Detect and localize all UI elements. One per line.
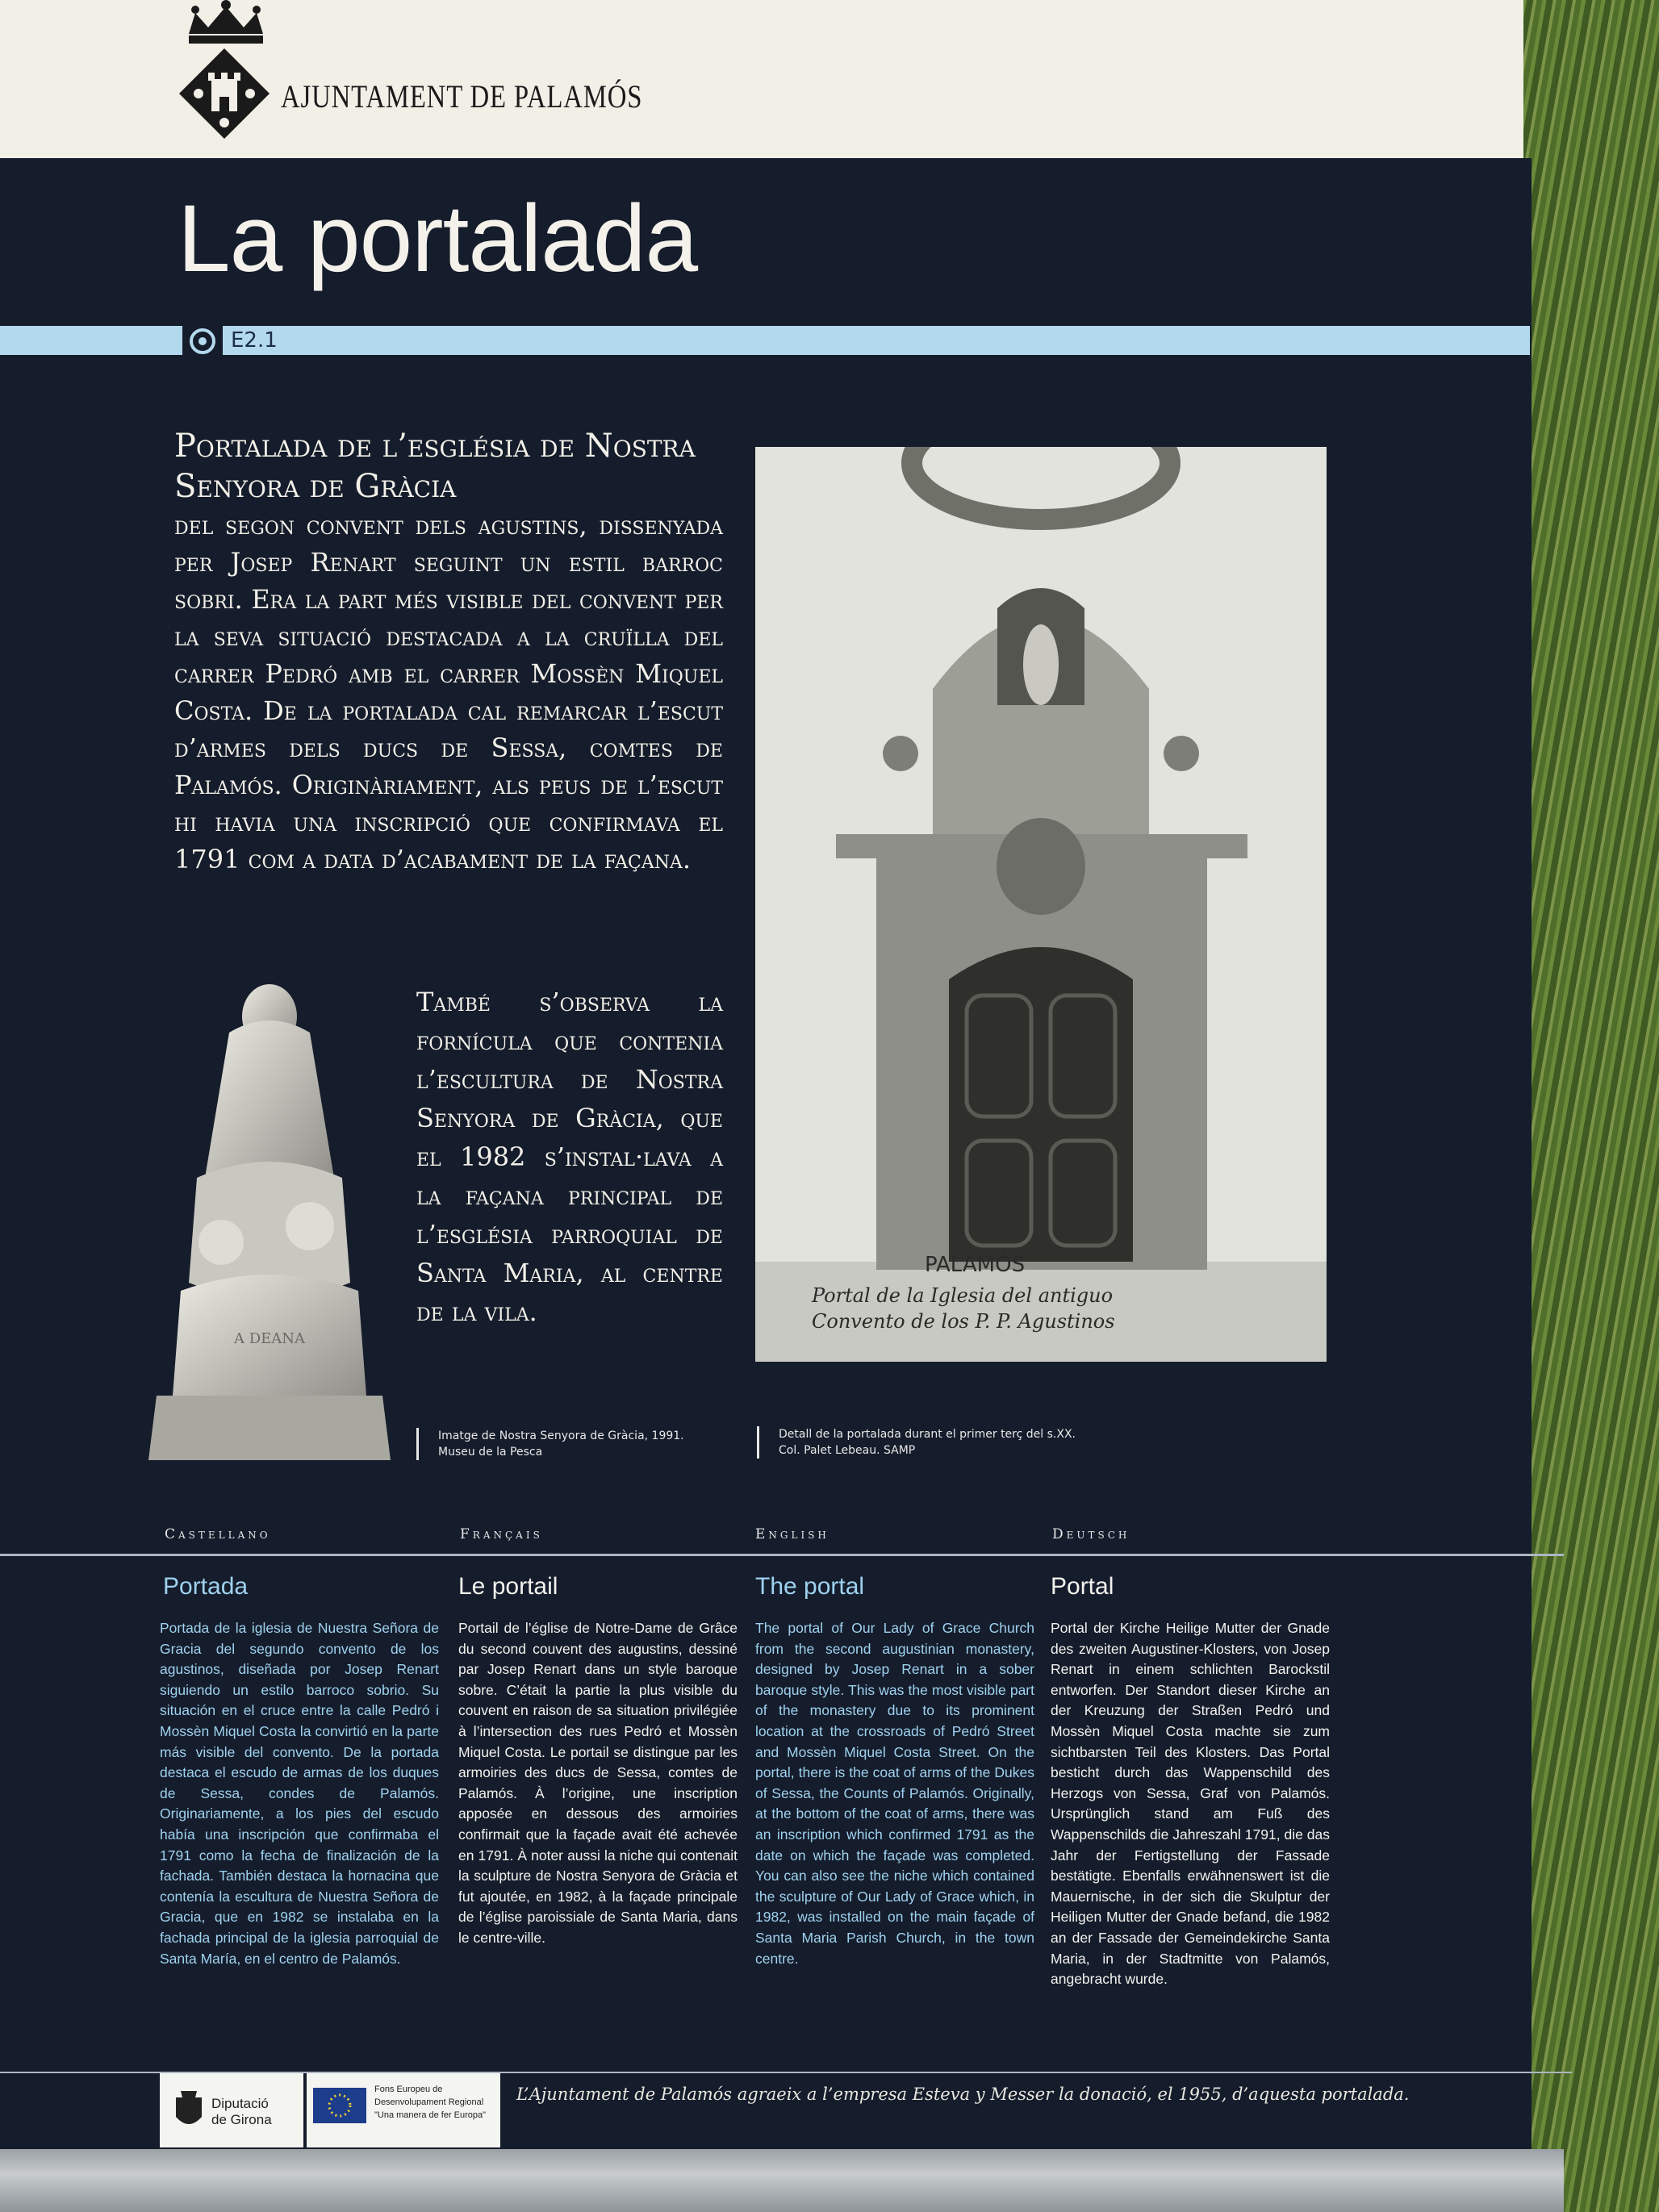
feder-line3: "Una manera de fer Europa" [374,2110,487,2120]
metal-base [0,2149,1564,2212]
deutsch-title: Portal [1051,1573,1114,1600]
castellano-title: Portada [163,1573,249,1600]
accent-bar-right [223,326,1530,355]
lang-heading-english: English [755,1526,830,1542]
eu-flag-icon [313,2088,366,2123]
photo-caption-line1: Portal de la Iglesia del antiguo [812,1284,1114,1307]
statue-image [132,976,407,1468]
lang-heading-francais: Français [460,1526,543,1542]
organization-name: AJUNTAMENT DE PALAMÓS [281,78,643,115]
english-title: The portal [755,1573,865,1600]
francais-body: Portail de l’église de Notre-Dame de Grâce du second couvent des augustins, dessiné par Josep Renart dans un style baroque sobre. C’était la partie la plus visible du couvent en raison de sa situation privilégiée à l’intersection des rues Pedró et Mossèn Miquel Costa. Le portail se distingue par les armoiries des ducs de Sessa, comtes de Palamós. À l’origine, une inscription apposée en dessous des armoiries confirmait que la façade avait été achevée en 1791. À noter aussi la niche qui contenait la sculpture de Nostra Senyora de Gràcia et fut ajoutée, en 1982, à la façade principale de l’église paroissiale de Santa Maria, dans le centre-ville. [458,1620,738,1946]
main-body: del segon convent dels agustins, dissenyada per Josep Renart seguint un estil barroc sobri. Era la part més visible del convent per la seva situació destacada a la cruïlla del carrer Pedró amb el carrer Mossèn Miquel Costa. De la portalada cal remarcar l’escut d’armes dels ducs de Sessa, comtes de Palamós. Originàriament, als peus de l’escut hi havia una inscripció que confirmava el 1791 com a data d’acabament de la façana. [174,510,723,874]
lang-heading-deutsch: Deutsch [1052,1526,1130,1542]
photo-caption: Detall de la portalada durant el primer terç del s.XX. Col. Palet Lebeau. SAMP [757,1426,1080,1459]
grass-background [1517,0,1659,2212]
languages-divider [0,1554,1564,1556]
deutsch-body: Portal der Kirche Heilige Mutter der Gnade des zweiten Augustiner-Klosters, von Josep Renart in einem schlichten Barockstil entworfen. Der Standort dieser Kirche an der Kreuzung der Straßen Pedró und Mossèn Miquel Costa machte sie zum sichtbarsten Teil des Klosters. Das Portal besticht durch das Wappenschild des Herzogs von Sessa, Graf von Palamós. Ursprünglich stand am Fuß des Wappenschilds die Jahreszahl 1791, die das Jahr der Fertigstellung der Fassade bestätigte. Ebenfalls erwähnenswert ist die Mauernische, in der sich die Skulptur der Heiligen Mutter der Gnade befand, die 1982 an der Fassade der Gemeindekirche Santa Maria, in der Stadtmitte von Palamós, angebracht wurde. [1051,1620,1330,1988]
svg-text:A DEANA: A DEANA [233,1330,306,1347]
crown-icon [184,0,268,45]
statue-caption: Imatge de Nostra Senyora de Gràcia, 1991. Museu de la Pesca [416,1428,691,1460]
photo-stamp: PALAMÓS [925,1253,1026,1277]
diputacio-line2: de Girona [211,2112,272,2127]
castellano-body: Portada de la iglesia de Nuestra Señora de Gracia del segundo convento de los agustinos, diseñada por Josep Renart siguiendo un estilo barroco sobrio. Su situación en el cruce entre la calle Pedró i Mossèn Miquel Costa la convirtió en la parte más visible del convento. De la portada destaca el escudo de armas de los duques de Sessa, condes de Palamós. Originariamente, a los pies del escudo había una inscripción que confirmaba el 1791 como la fecha de finalización de la fachada. También destaca la hornacina que contenía la escultura de Nuestra Señora de Gracia, que en 1982 se instalaba en la fachada principal de la iglesia parroquial de Santa María, en el centro de Palamós. [160,1620,439,1967]
page-title: La portalada [178,186,698,292]
secondary-text-block: També s’observa la fornícula que contenia l’escultura de Nostra Senyora de Gràcia, que el 1982 s’instal·lava a la façana principal de l’església parroquial de Santa Maria, al centre de la vila. [416,987,723,1327]
photo-caption-line2: Convento de los P. P. Agustinos [812,1310,1115,1333]
feder-logo [307,2073,500,2147]
english-body: The portal of Our Lady of Grace Church from the second augustinian monastery, designed by Josep Renart in a sober baroque style. This was the most visible part of the monastery due to its prominent location at the crossroads of Pedró Street and Mossèn Miquel Costa Street. On the portal, there is the coat of arms of the Dukes of Sessa, the Counts of Palamós. Originally, at the bottom of the coat of arms, there was an inscription which confirmed 1791 as the date on which the façade was completed. You can also see the niche which contained the sculpture of Our Lady of Grace which, in 1982, was installed on the main façade of Santa Maria Parish Church, in the town centre. [755,1620,1034,1967]
francais-title: Le portail [458,1573,558,1600]
diputacio-line1: Diputació [211,2096,269,2111]
portal-photograph [755,447,1327,1362]
lang-heading-castellano: Castellano [165,1526,271,1542]
main-lead: Portalada de l’església de Nostra Senyora de Gràcia [174,428,696,505]
donation-note: L’Ajuntament de Palamós agraeix a l’empresa Esteva y Messer la donació, el 1955, d’aquesta portalada. [516,2085,1410,2104]
main-text-block [174,426,723,878]
accent-bar-left [0,326,182,355]
diputacio-logo [160,2073,303,2147]
diputacio-crest-icon [173,2089,205,2133]
palamos-crest-icon [178,47,271,140]
route-code: E2.1 [231,328,278,353]
feder-line2: Desenvolupament Regional [374,2097,484,2107]
feder-line1: Fons Europeu de [374,2085,443,2094]
target-icon [189,328,216,355]
